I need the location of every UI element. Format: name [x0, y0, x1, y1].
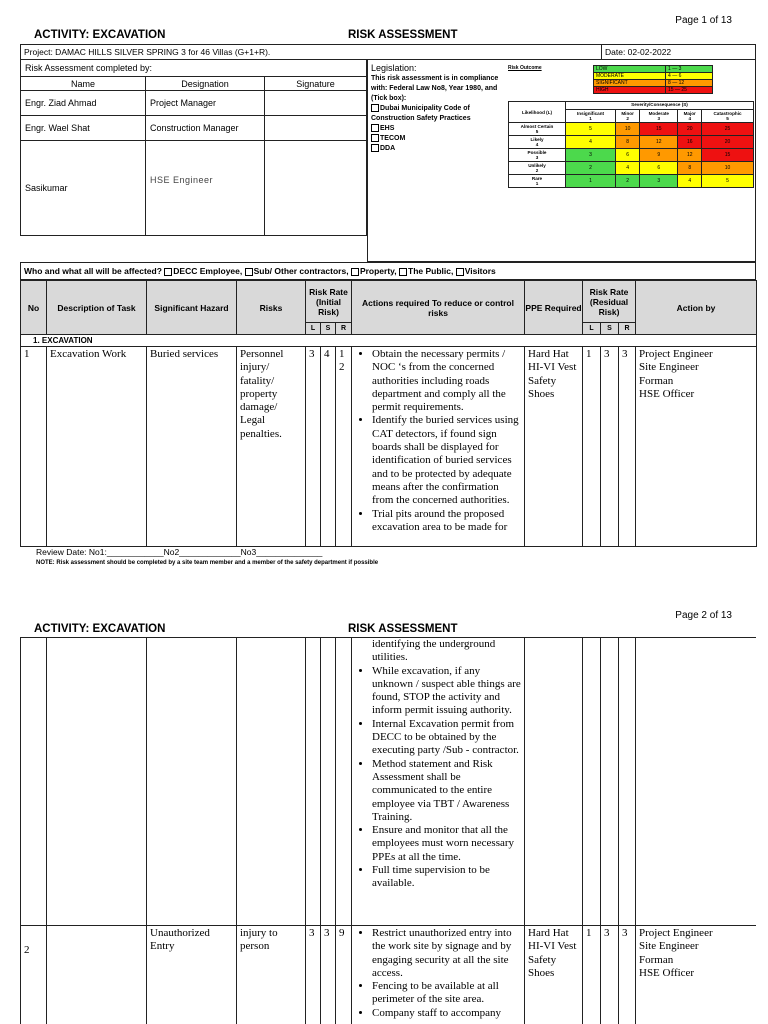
action-by [636, 347, 757, 547]
residual-s: 3 [601, 926, 619, 1024]
risks-text: Personnel injury/ fatality/ property damage/ Legal penalties. [237, 347, 306, 547]
action-item: • Method statement and Risk Assessment shall be communicated to the entire employee via TBT / Awareness Training. [372, 758, 522, 824]
initial-r: 12 [336, 347, 352, 547]
legend-high: HIGH [594, 87, 666, 94]
action-by-entry: Forman [639, 953, 674, 966]
task-description [47, 926, 147, 1024]
legend-low: LOW [594, 66, 666, 73]
person-name: Sasikumar [21, 141, 146, 236]
matrix-cell: 1 [566, 175, 616, 188]
legend-range: 8 — 12 [666, 80, 713, 87]
action-by-entry: HSE Officer [639, 966, 695, 979]
matrix-cell: 16 [678, 136, 702, 149]
significant-hazard: Buried services [147, 347, 237, 547]
header-s: S [321, 323, 336, 335]
matrix-cell: 10 [702, 162, 754, 175]
page-2-sheet [20, 637, 756, 1024]
action-item: • Obtain the necessary permits / NOC ‘s from the concerned authorities including roads department and comply all the permit requirements. [372, 348, 522, 414]
initial-l: 3 [306, 926, 321, 1024]
task-description: Excavation Work [47, 347, 147, 547]
header-l: L [306, 323, 321, 335]
checkbox-icon[interactable] [371, 104, 379, 112]
risk-matrix-grid [508, 101, 754, 188]
table-row [21, 926, 757, 1024]
activity-title: ACTIVITY: EXCAVATION [34, 623, 166, 635]
actions-list [352, 348, 522, 534]
residual-r: 3 [619, 926, 636, 1024]
action-item: • Restrict unauthorized entry into the work site by signage and by engaging security at all the site access. [372, 927, 522, 980]
risk-table [20, 280, 757, 547]
action-item: • Fencing to be available at all perimeter of the site area. [372, 980, 522, 1007]
action-by-entry: HSE Officer [639, 387, 695, 400]
col-signature: Signature [265, 77, 367, 91]
signature-cell [265, 116, 367, 141]
row-number: 2 [21, 926, 47, 1024]
likelihood-header: Likelihood (L) [509, 102, 566, 123]
person-name: Engr. Ziad Ahmad [21, 91, 146, 116]
matrix-cell: 4 [566, 136, 616, 149]
legislation-option[interactable]: Dubai Municipality Code of Construction Safety Practices [371, 105, 471, 122]
completed-by-label: Risk Assessment completed by: [21, 60, 367, 77]
legend-range: 15 — 25 [666, 87, 713, 94]
residual-l: 1 [583, 926, 601, 1024]
residual-r: 3 [619, 347, 636, 547]
assessment-date: Date: 02-02-2022 [602, 45, 756, 60]
action-item: • Company staff to accompany [372, 1007, 522, 1020]
action-item: • Internal Excavation permit from DECC to be obtained by the executing party /Sub - contractor. [372, 718, 522, 758]
section-title: 1. EXCAVATION [21, 335, 757, 347]
header-block [20, 60, 756, 262]
matrix-cell: 8 [616, 136, 640, 149]
review-date: Review Date: No1:____________No2_____________No3______________ [36, 547, 323, 557]
page-number: Page 2 of 13 [675, 610, 732, 621]
matrix-cell: 15 [640, 123, 678, 136]
matrix-cell: 8 [678, 162, 702, 175]
action-item: • Ensure and monitor that all the employees must worn necessary PPEs at all the time. [372, 824, 522, 864]
header-r: R [336, 323, 352, 335]
matrix-cell: 3 [640, 175, 678, 188]
row-number: 1 [21, 347, 47, 547]
likelihood-level: Rare 1 [509, 175, 566, 188]
document-title: RISK ASSESSMENT [348, 29, 458, 41]
ppe-required: Hard Hat HI-VI Vest Safety Shoes [525, 347, 583, 547]
initial-r: 9 [336, 926, 352, 1024]
action-by-entry: Forman [639, 374, 674, 387]
person-designation: HSE Engineer [146, 141, 265, 236]
actions-cell [352, 638, 525, 926]
completed-by-table [20, 59, 367, 236]
matrix-row [509, 162, 754, 175]
col-designation: Designation [146, 77, 265, 91]
action-by-entry: Site Engineer [639, 940, 699, 953]
actions-list [352, 665, 522, 891]
document-title: RISK ASSESSMENT [348, 623, 458, 635]
checkbox-icon[interactable] [371, 134, 379, 142]
actions-cell [352, 926, 525, 1024]
action-item: • Full time supervision to be available. [372, 864, 522, 891]
legislation-option[interactable]: EHS [371, 124, 503, 134]
affected-option[interactable]: DECC Employee, [164, 266, 242, 276]
risk-table [20, 637, 756, 1024]
action-by-entry: Project Engineer [639, 927, 713, 939]
checkbox-icon[interactable] [245, 268, 253, 276]
table-row [21, 638, 757, 926]
col-name: Name [21, 77, 146, 91]
action-item: • While excavation, if any unknown / suspect able things are found, STOP the activity and inform permit issuing authority. [372, 665, 522, 718]
matrix-cell: 6 [640, 162, 678, 175]
matrix-row [509, 149, 754, 162]
checkbox-icon[interactable] [399, 268, 407, 276]
matrix-row [509, 136, 754, 149]
initial-l: 3 [306, 347, 321, 547]
page-1-sheet [20, 44, 756, 537]
risks-text: injury to person [237, 926, 306, 1024]
severity-level: Catastrophic 5 [702, 110, 754, 123]
signature-cell [265, 141, 367, 236]
likelihood-level: Unlikely 2 [509, 162, 566, 175]
affected-option[interactable]: The Public, [399, 266, 453, 276]
matrix-cell: 10 [616, 123, 640, 136]
likelihood-level: Almost Certain 5 [509, 123, 566, 136]
checkbox-icon[interactable] [456, 268, 464, 276]
header-hazard: Significant Hazard [147, 281, 237, 335]
actions-continued: identifying the underground utilities. [372, 638, 496, 664]
legislation-option[interactable]: TECOM [371, 134, 503, 144]
action-by-entry: Site Engineer [639, 361, 699, 374]
matrix-cell: 9 [640, 149, 678, 162]
matrix-cell: 4 [616, 162, 640, 175]
activity-title: ACTIVITY: EXCAVATION [34, 29, 166, 41]
matrix-cell: 5 [566, 123, 616, 136]
matrix-cell: 25 [702, 123, 754, 136]
matrix-cell: 12 [678, 149, 702, 162]
header-s: S [601, 323, 619, 335]
residual-s: 3 [601, 347, 619, 547]
actions-list [352, 927, 522, 1020]
header-actions: Actions required To reduce or control risks [352, 281, 525, 335]
matrix-cell: 2 [566, 162, 616, 175]
matrix-cell: 6 [616, 149, 640, 162]
legend-significant: SIGNIFICANT [594, 80, 666, 87]
action-by [636, 926, 757, 1024]
person-name: Engr. Wael Shat [21, 116, 146, 141]
header-ppe: PPE Required [525, 281, 583, 335]
matrix-row [509, 123, 754, 136]
header-initial-rate: Risk Rate (Initial Risk) [306, 281, 352, 323]
affected-label: Who and what all will be affected? [24, 266, 162, 276]
actions-cell [352, 347, 525, 547]
person-designation: Project Manager [146, 91, 265, 116]
checkbox-icon[interactable] [371, 124, 379, 132]
severity-level: Major 4 [678, 110, 702, 123]
likelihood-level: Likely 4 [509, 136, 566, 149]
header-risks: Risks [237, 281, 306, 335]
initial-s: 4 [321, 347, 336, 547]
severity-level: Moderate 3 [640, 110, 678, 123]
legend-range: 4 — 6 [666, 73, 713, 80]
table-row [21, 347, 757, 547]
significant-hazard: Unauthorized Entry [147, 926, 237, 1024]
footer-note: NOTE: Risk assessment should be completed by a site team member and a member of the safety department if possible [36, 560, 379, 566]
severity-level: Minor 2 [616, 110, 640, 123]
affected-option[interactable]: Property, [351, 266, 397, 276]
legislation-text: This risk assessment is in compliance with: Federal Law No8, Year 1980, and (Tick box): [371, 75, 499, 102]
matrix-cell: 4 [678, 175, 702, 188]
person-designation: Construction Manager [146, 116, 265, 141]
project-row [20, 44, 756, 60]
risk-matrix [508, 63, 754, 238]
action-by-entry: Project Engineer [639, 348, 713, 360]
risk-outcome-legend [593, 65, 713, 94]
legislation-title: Legislation: [371, 63, 417, 73]
header-description: Description of Task [47, 281, 147, 335]
legislation-panel [367, 59, 756, 262]
signature-cell [265, 91, 367, 116]
severity-header: Severity/Consequence (S) [566, 102, 754, 110]
matrix-cell: 2 [616, 175, 640, 188]
residual-l: 1 [583, 347, 601, 547]
matrix-row [509, 175, 754, 188]
ppe-required: Hard Hat HI-VI Vest Safety Shoes [525, 926, 583, 1024]
matrix-cell: 3 [566, 149, 616, 162]
matrix-cell: 20 [678, 123, 702, 136]
affected-option[interactable]: Visitors [456, 266, 496, 276]
risk-outcome-label: Risk Outcome [508, 65, 542, 71]
checkbox-icon[interactable] [351, 268, 359, 276]
header-residual-rate: Risk Rate (Residual Risk) [583, 281, 636, 323]
legislation-option[interactable]: DDA [371, 144, 503, 154]
matrix-cell: 5 [702, 175, 754, 188]
likelihood-level: Possible 3 [509, 149, 566, 162]
checkbox-icon[interactable] [371, 144, 379, 152]
action-item: • Trial pits around the proposed excavation area to be made for [372, 508, 522, 535]
matrix-cell: 12 [640, 136, 678, 149]
project-name: Project: DAMAC HILLS SILVER SPRING 3 for 46 Villas (G+1+R). [21, 45, 602, 60]
severity-level: Insignificant 1 [566, 110, 616, 123]
legend-range: 1 — 3 [666, 66, 713, 73]
header-l: L [583, 323, 601, 335]
legend-moderate: MODERATE [594, 73, 666, 80]
matrix-cell: 15 [702, 149, 754, 162]
header-no: No [21, 281, 47, 335]
header-action-by: Action by [636, 281, 757, 335]
affected-row [20, 262, 756, 280]
affected-option[interactable]: Sub/ Other contractors, [245, 266, 349, 276]
action-item: • Identify the buried services using CAT detectors, if found sign boards shall be displayed for identification of buried services and to be protected by adequate means after the confirmation from the concerned authorities. [372, 414, 522, 507]
page-number: Page 1 of 13 [675, 15, 732, 26]
initial-s: 3 [321, 926, 336, 1024]
matrix-cell: 20 [702, 136, 754, 149]
checkbox-icon[interactable] [164, 268, 172, 276]
header-r: R [619, 323, 636, 335]
